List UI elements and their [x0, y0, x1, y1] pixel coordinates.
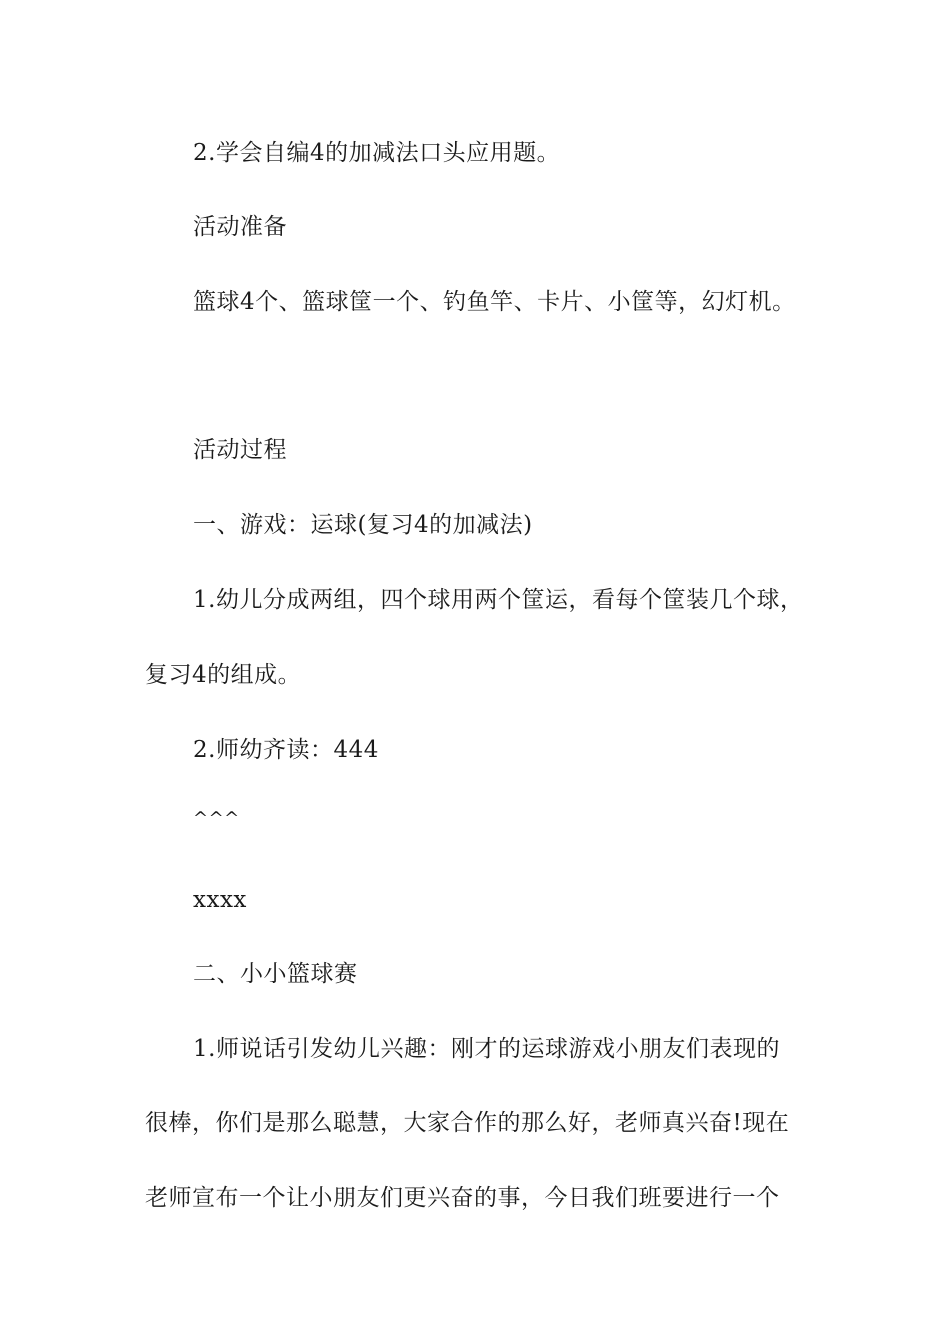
paragraph-line: 复习4的组成。 [145, 662, 302, 688]
caret-marks: ^^^ [193, 808, 240, 829]
subheading-basketball: 二、小小篮球赛 [193, 961, 358, 987]
section-heading-preparation: 活动准备 [193, 214, 287, 240]
paragraph-line: 2.师幼齐读：444 [193, 737, 379, 763]
subheading-game: 一、游戏：运球(复习4的加减法) [193, 512, 533, 538]
section-heading-process: 活动过程 [193, 437, 287, 463]
materials-line: 篮球4个、篮球筐一个、钓鱼竿、卡片、小筐等，幻灯机。 [193, 289, 796, 315]
paragraph-line: 1.幼儿分成两组，四个球用两个筐运，看每个筐装几个球， [193, 587, 804, 613]
paragraph-line: 老师宣布一个让小朋友们更兴奋的事，今日我们班要进行一个 [145, 1185, 780, 1211]
paragraph-line: 很棒，你们是那么聪慧，大家合作的那么好，老师真兴奋!现在 [145, 1110, 790, 1136]
paragraph-line: 1.师说话引发幼儿兴趣：刚才的运球游戏小朋友们表现的 [193, 1036, 780, 1062]
x-marks: xxxx [193, 887, 247, 913]
objective-line: 2.学会自编4的加减法口头应用题。 [193, 140, 561, 166]
